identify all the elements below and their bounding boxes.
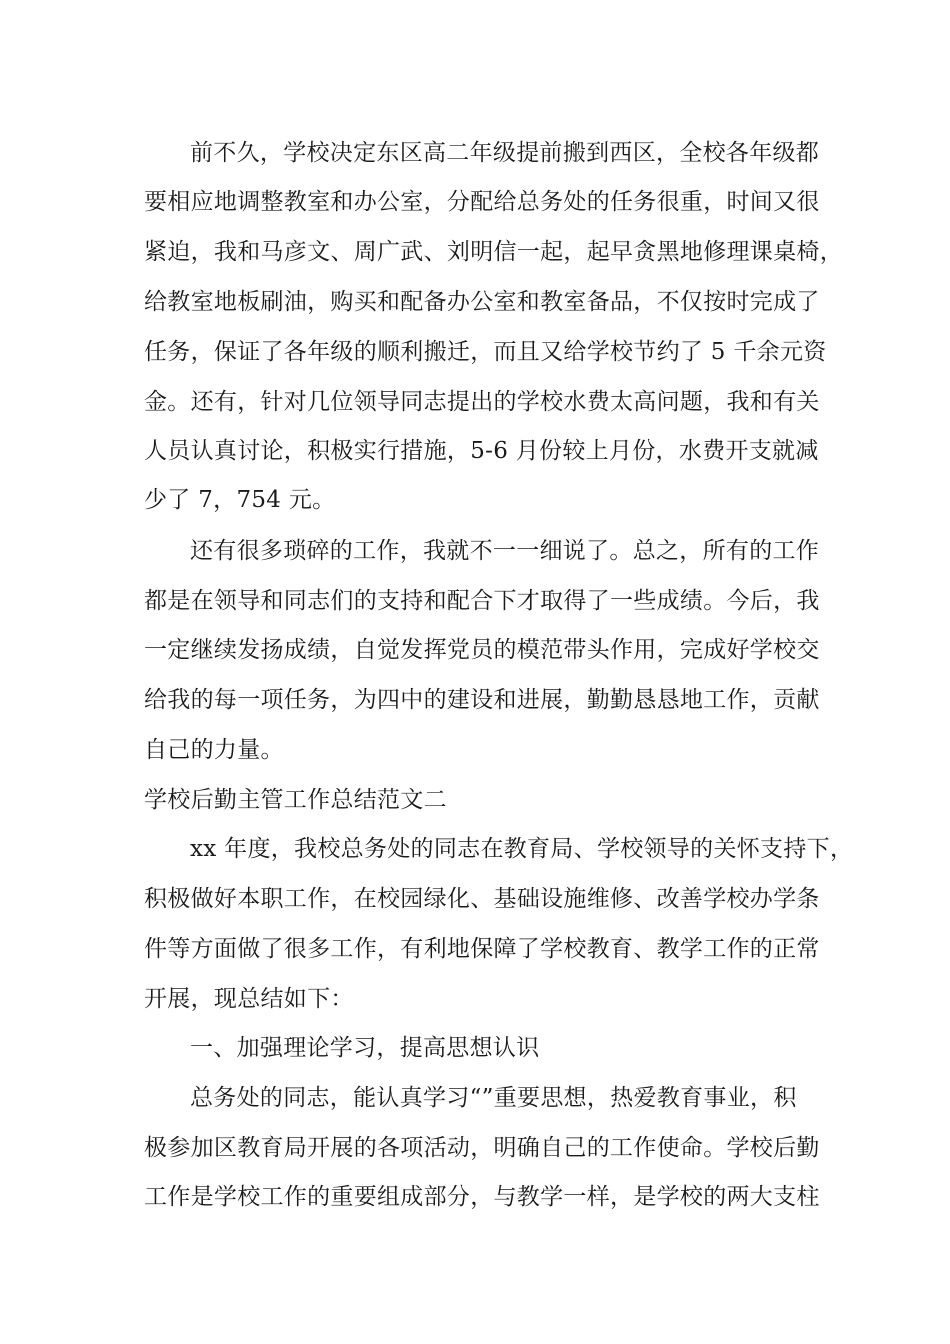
paragraph-line: 要相应地调整教室和办公室，分配给总务处的任务很重，时间又很 xyxy=(144,189,820,215)
paragraph-line: 少了 7，754 元。 xyxy=(144,487,336,513)
paragraph-line: 人员认真讨论，积极实行措施，5-6 月份较上月份，水费开支就减 xyxy=(144,438,819,464)
paragraph-line: 任务，保证了各年级的顺利搬迁，而且又给学校节约了 5 千余元资 xyxy=(144,339,827,365)
paragraph-line: 工作是学校工作的重要组成部分，与教学一样，是学校的两大支柱 xyxy=(144,1184,820,1210)
paragraph-line: 金。还有，针对几位领导同志提出的学校水费太高问题，我和有关 xyxy=(144,389,820,415)
paragraph-line: 给教室地板刷油，购买和配备办公室和教室备品，不仅按时完成了 xyxy=(144,289,820,315)
paragraph-line: 极参加区教育局开展的各项活动，明确自己的工作使命。学校后勤 xyxy=(144,1135,820,1161)
paragraph-line: 积极做好本职工作，在校园绿化、基础设施维修、改善学校办学条 xyxy=(144,886,820,912)
paragraph-line: 给我的每一项任务，为四中的建设和进展，勤勤恳恳地工作，贡献 xyxy=(144,687,820,713)
paragraph-line: 件等方面做了很多工作，有利地保障了学校教育、教学工作的正常 xyxy=(144,936,820,962)
paragraph-line: 紧迫，我和马彦文、周广武、刘明信一起，起早贪黑地修理课桌椅， xyxy=(144,239,843,265)
paragraph-line: 都是在领导和同志们的支持和配合下才取得了一些成绩。今后，我 xyxy=(144,588,820,614)
paragraph-line: 总务处的同志，能认真学习“”重要思想，热爱教育事业，积 xyxy=(190,1085,797,1111)
paragraph-line: 还有很多琐碎的工作，我就不一一细说了。总之，所有的工作 xyxy=(190,538,820,564)
paragraph-line: 前不久，学校决定东区高二年级提前搬到西区，全校各年级都 xyxy=(190,140,820,166)
paragraph-line: 一定继续发扬成绩，自觉发挥党员的模范带头作用，完成好学校交 xyxy=(144,637,820,663)
subsection-heading: 一、加强理论学习，提高思想认识 xyxy=(190,1035,540,1061)
paragraph-line: 开展，现总结如下： xyxy=(144,986,354,1012)
paragraph-line: xx 年度，我校总务处的同志在教育局、学校领导的关怀支持下， xyxy=(190,836,854,862)
section-heading: 学校后勤主管工作总结范文二 xyxy=(144,787,447,813)
paragraph-line: 自己的力量。 xyxy=(144,737,284,763)
